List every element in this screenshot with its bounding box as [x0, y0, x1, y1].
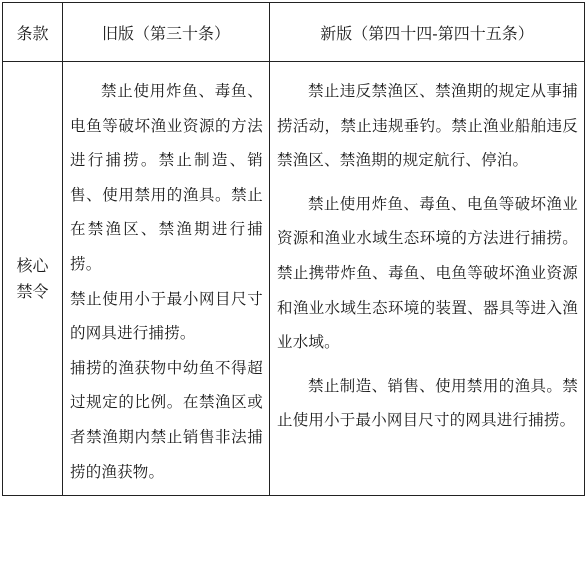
header-row	[3, 3, 585, 62]
table-row	[3, 62, 585, 496]
header-old-version: 旧版（第三十条）	[63, 3, 270, 62]
new-paragraph-1: 禁止违反禁渔区、禁渔期的规定从事捕捞活动，禁止违规垂钓。禁止渔业船舶违反禁渔区、禁渔期的规定航行、停泊。	[277, 82, 578, 170]
new-paragraph-2: 禁止使用炸鱼、毒鱼、电鱼等破坏渔业资源和渔业水域生态环境的方法进行捕捞。禁止携带炸鱼、毒鱼、电鱼等破坏渔业资源和渔业水域生态环境的装置、器具等进入渔业水域。	[277, 194, 578, 352]
new-paragraph-3: 禁止制造、销售、使用禁用的渔具。禁止使用小于最小网目尺寸的网具进行捕捞。	[277, 376, 578, 430]
old-paragraph-3: 捕捞的渔获物中幼鱼不得超过规定的比例。在禁渔区或者禁渔期内禁止销售非法捕捞的渔获物。	[70, 358, 263, 481]
row-key-line-2: 禁令	[16, 281, 49, 301]
old-version-cell	[63, 62, 270, 496]
new-version-cell	[270, 62, 585, 496]
header-new-version: 新版（第四十四-第四十五条）	[270, 3, 585, 62]
header-clause: 条款	[3, 3, 63, 62]
row-key-cell	[3, 62, 63, 496]
old-paragraph-2: 禁止使用小于最小网目尺寸的网具进行捕捞。	[70, 289, 263, 343]
row-key-line-1: 核心	[16, 255, 49, 275]
comparison-table	[2, 2, 585, 496]
old-paragraph-1: 禁止使用炸鱼、毒鱼、电鱼等破坏渔业资源的方法进行捕捞。禁止制造、销售、使用禁用的渔具。禁止在禁渔区、禁渔期进行捕捞。	[70, 82, 263, 273]
